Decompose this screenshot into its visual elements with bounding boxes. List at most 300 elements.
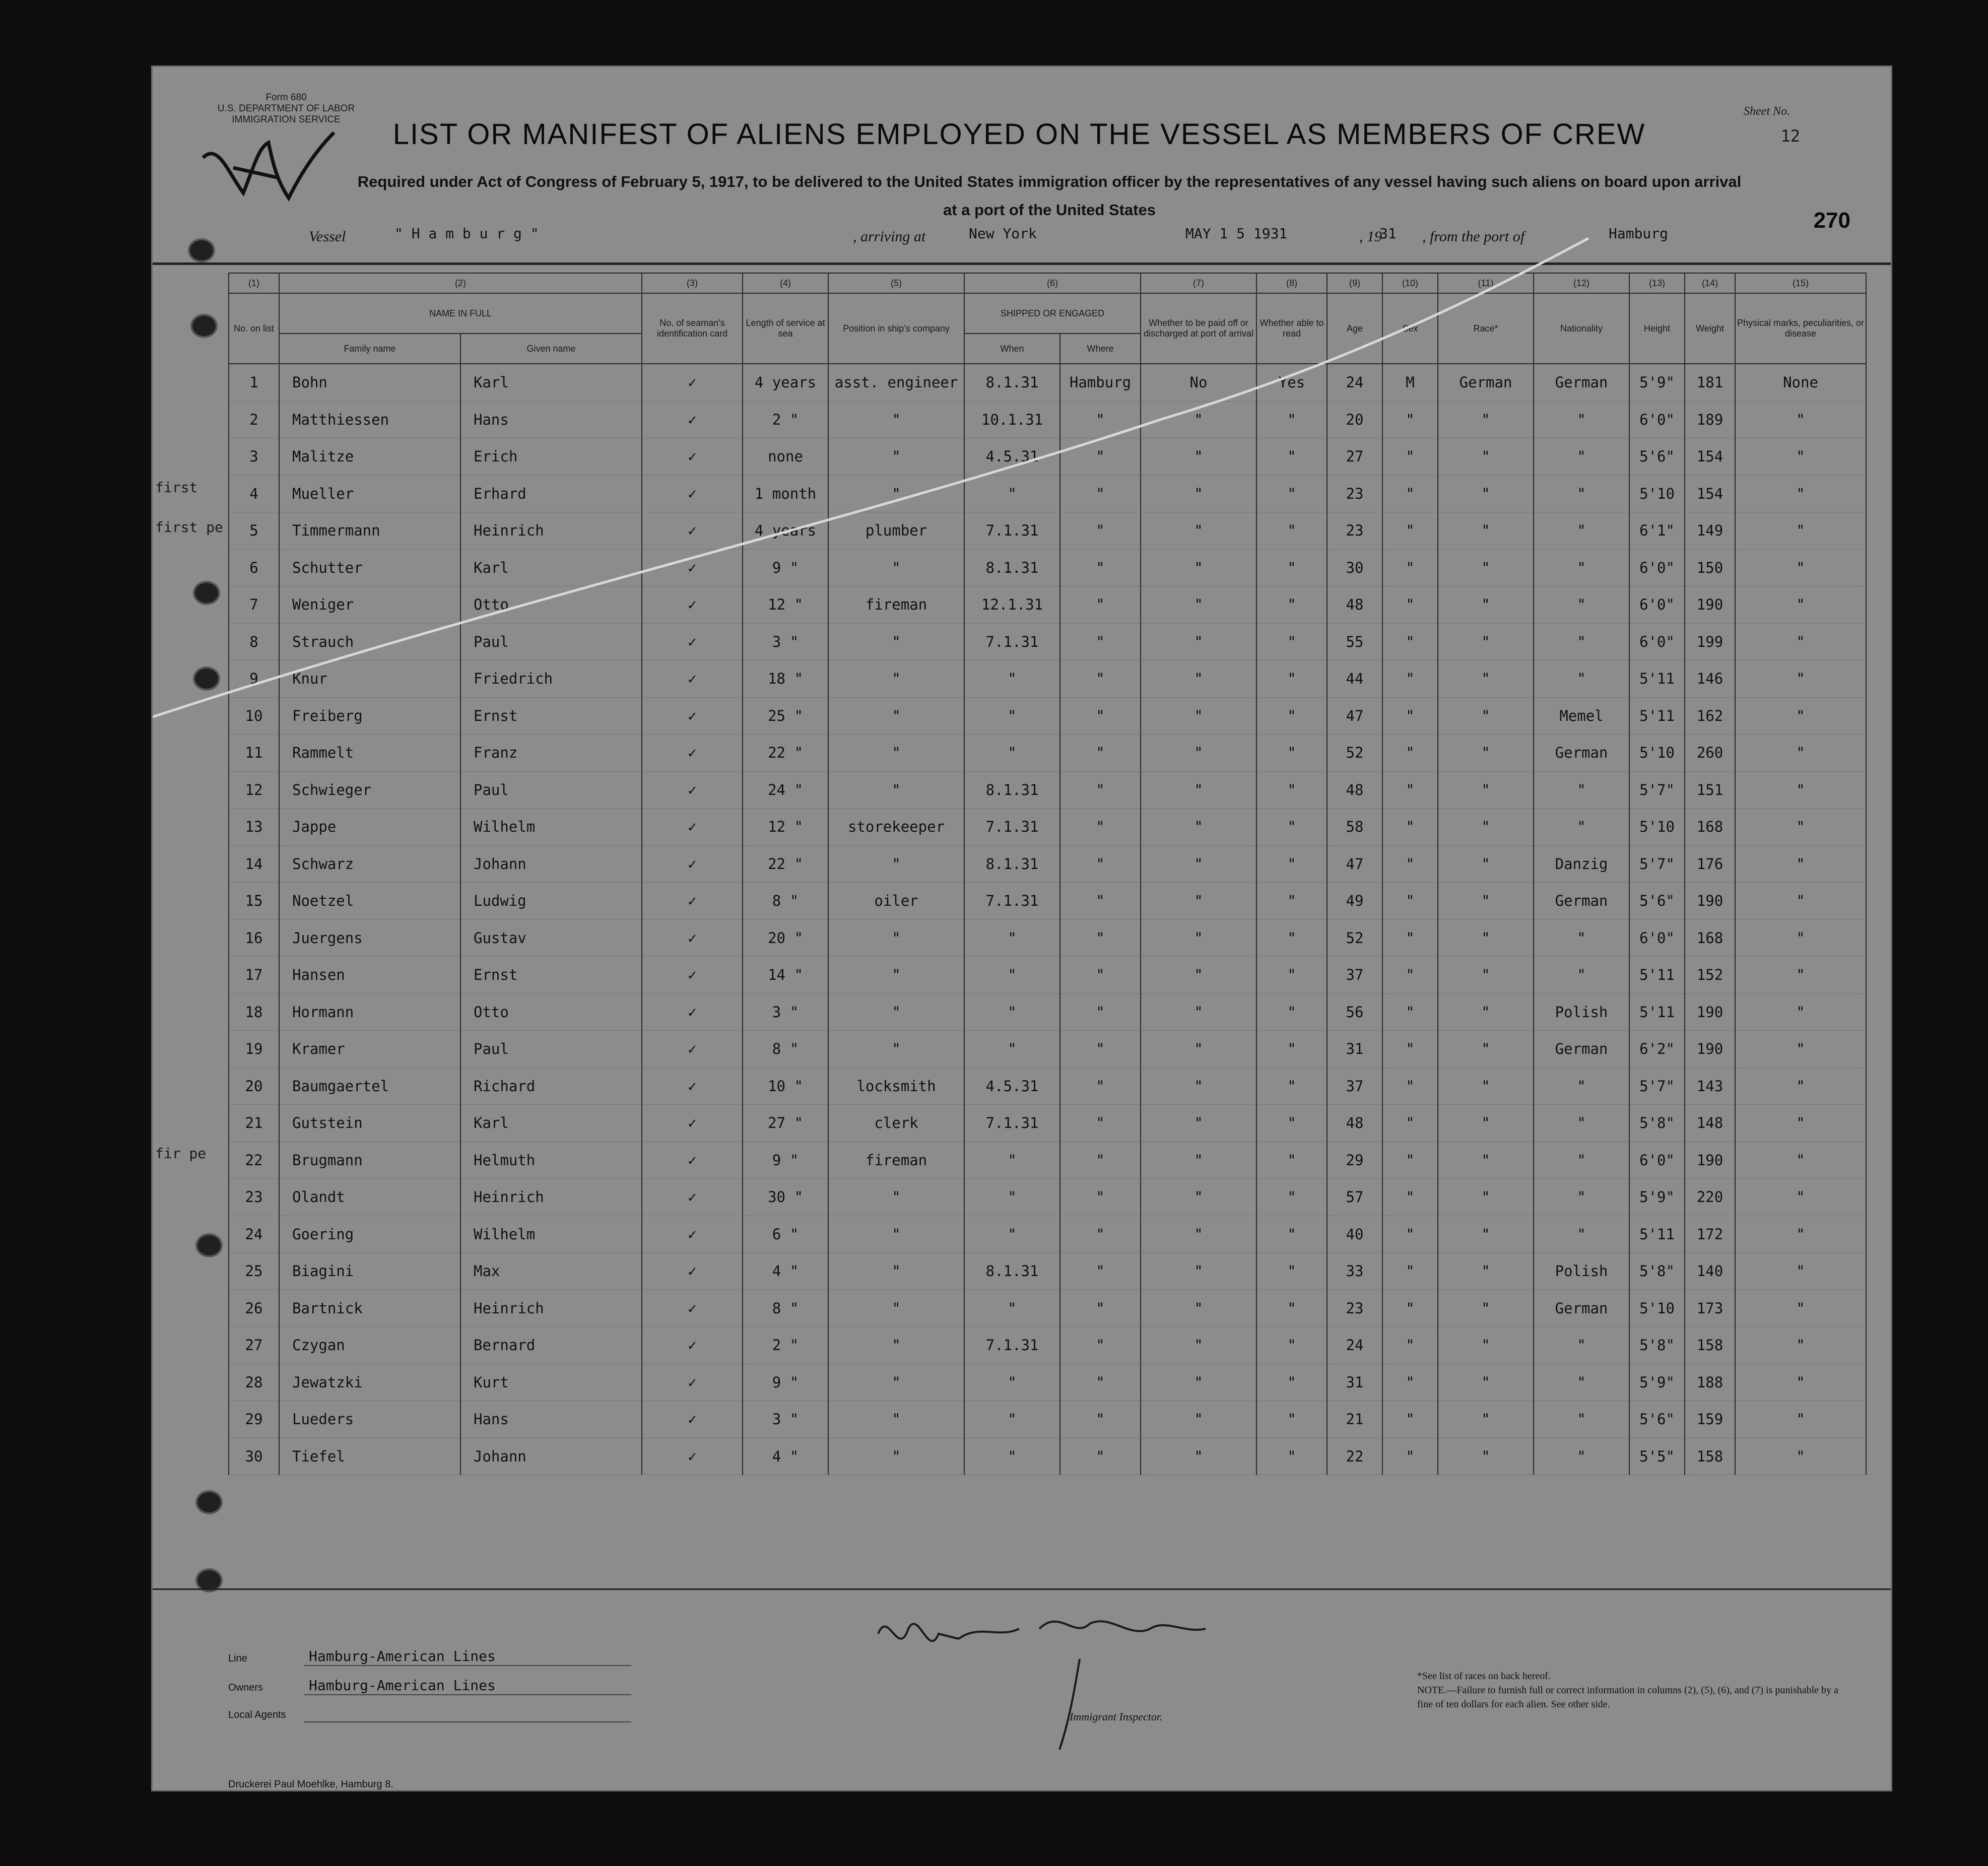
length-of-service: 1 month: [743, 475, 828, 512]
race: ": [1438, 1216, 1534, 1253]
able-to-read: ": [1256, 1290, 1327, 1327]
row-number: 13: [229, 809, 279, 846]
punch-hole: [195, 1233, 223, 1257]
shipped-where: ": [1060, 660, 1141, 698]
race: ": [1438, 1068, 1534, 1105]
id-card-check: ✓: [642, 512, 743, 550]
length-of-service: 25 ": [743, 697, 828, 735]
able-to-read: ": [1256, 475, 1327, 512]
physical-marks: ": [1735, 401, 1866, 438]
race: ": [1438, 735, 1534, 772]
shipped-where: ": [1060, 512, 1141, 550]
id-card-check: ✓: [642, 438, 743, 476]
header-weight: Weight: [1685, 293, 1735, 364]
age: 48: [1327, 586, 1382, 624]
length-of-service: 20 ": [743, 919, 828, 957]
shipped-where: ": [1060, 1031, 1141, 1068]
family-name: Jappe: [279, 809, 460, 846]
id-card-check: ✓: [642, 1179, 743, 1216]
header-able-read: Whether able to read: [1256, 293, 1327, 364]
paid-off: ": [1141, 401, 1256, 438]
col-num-9: (9): [1327, 273, 1382, 293]
owners-underline: [304, 1694, 631, 1695]
length-of-service: none: [743, 438, 828, 476]
table-row: [229, 1031, 1866, 1068]
table-row: [229, 1327, 1866, 1364]
family-name: Timmermann: [279, 512, 460, 550]
shipped-when: ": [964, 475, 1060, 512]
weight: 154: [1685, 475, 1735, 512]
id-card-check: ✓: [642, 586, 743, 624]
table-row: [229, 809, 1866, 846]
paid-off: ": [1141, 512, 1256, 550]
height: 6'1": [1629, 512, 1685, 550]
shipped-where: ": [1060, 586, 1141, 624]
shipped-when: 7.1.31: [964, 1327, 1060, 1364]
physical-marks: ": [1735, 660, 1866, 698]
row-number: 20: [229, 1068, 279, 1105]
id-card-check: ✓: [642, 1068, 743, 1105]
age: 24: [1327, 1327, 1382, 1364]
row-number: 30: [229, 1438, 279, 1475]
given-name: Helmuth: [460, 1142, 642, 1179]
shipped-where: ": [1060, 1327, 1141, 1364]
position: plumber: [828, 512, 964, 550]
weight: 158: [1685, 1438, 1735, 1475]
race: ": [1438, 438, 1534, 476]
length-of-service: 4 years: [743, 364, 828, 401]
id-card-check: ✓: [642, 1253, 743, 1290]
height: 5'6": [1629, 438, 1685, 476]
length-of-service: 14 ": [743, 957, 828, 994]
shipped-where: ": [1060, 1438, 1141, 1475]
position: ": [828, 697, 964, 735]
punch-hole: [188, 238, 215, 262]
table-row: [229, 919, 1866, 957]
col-num-11: (11): [1438, 273, 1534, 293]
col-num-5: (5): [828, 273, 964, 293]
shipped-when: 4.5.31: [964, 1068, 1060, 1105]
header-when: When: [964, 334, 1060, 364]
shipped-where: ": [1060, 1105, 1141, 1142]
penalty-note: NOTE.—Failure to furnish full or correct information in columns (2), (5), (6), and (7) is punishable by a fine of ten dollars for each alien. See other side.: [1417, 1685, 1838, 1710]
height: 6'0": [1629, 919, 1685, 957]
id-card-check: ✓: [642, 735, 743, 772]
length-of-service: 22 ": [743, 845, 828, 883]
sex: ": [1382, 957, 1438, 994]
weight: 190: [1685, 586, 1735, 624]
position: ": [828, 771, 964, 809]
col-num-12: (12): [1534, 273, 1629, 293]
table-row: [229, 1364, 1866, 1401]
age: 49: [1327, 883, 1382, 920]
physical-marks: ": [1735, 1179, 1866, 1216]
shipped-where: ": [1060, 1253, 1141, 1290]
row-number: 3: [229, 438, 279, 476]
race: ": [1438, 957, 1534, 994]
vessel-label: Vessel: [309, 228, 346, 245]
nationality: German: [1534, 1290, 1629, 1327]
nationality: ": [1534, 438, 1629, 476]
shipped-when: ": [964, 1142, 1060, 1179]
owners-value: Hamburg-American Lines: [309, 1677, 496, 1694]
weight: 162: [1685, 697, 1735, 735]
weight: 181: [1685, 364, 1735, 401]
row-number: 7: [229, 586, 279, 624]
physical-marks: ": [1735, 586, 1866, 624]
height: 5'7": [1629, 845, 1685, 883]
shipped-when: ": [964, 660, 1060, 698]
sex: ": [1382, 809, 1438, 846]
age: 40: [1327, 1216, 1382, 1253]
length-of-service: 3 ": [743, 993, 828, 1031]
footer-rule: [153, 1588, 1891, 1590]
id-card-check: ✓: [642, 1031, 743, 1068]
nationality: ": [1534, 586, 1629, 624]
shipped-where: ": [1060, 993, 1141, 1031]
given-name: Ludwig: [460, 883, 642, 920]
position: ": [828, 1179, 964, 1216]
length-of-service: 9 ": [743, 549, 828, 586]
punch-hole: [193, 667, 220, 691]
paid-off: ": [1141, 809, 1256, 846]
height: 5'11: [1629, 1216, 1685, 1253]
weight: 159: [1685, 1401, 1735, 1438]
family-name: Juergens: [279, 919, 460, 957]
nationality: ": [1534, 771, 1629, 809]
id-card-check: ✓: [642, 771, 743, 809]
shipped-when: 10.1.31: [964, 401, 1060, 438]
given-name: Max: [460, 1253, 642, 1290]
able-to-read: ": [1256, 1327, 1327, 1364]
physical-marks: ": [1735, 809, 1866, 846]
col-num-3: (3): [642, 273, 743, 293]
able-to-read: ": [1256, 1364, 1327, 1401]
paid-off: ": [1141, 1142, 1256, 1179]
able-to-read: ": [1256, 735, 1327, 772]
nationality: German: [1534, 364, 1629, 401]
shipped-when: ": [964, 735, 1060, 772]
physical-marks: ": [1735, 512, 1866, 550]
physical-marks: ": [1735, 623, 1866, 660]
race: ": [1438, 623, 1534, 660]
position: ": [828, 845, 964, 883]
length-of-service: 10 ": [743, 1068, 828, 1105]
header-no-on-list: No. on list: [229, 293, 279, 364]
service-name: IMMIGRATION SERVICE: [232, 114, 341, 125]
position: ": [828, 1401, 964, 1438]
height: 5'10: [1629, 735, 1685, 772]
height: 5'6": [1629, 1401, 1685, 1438]
id-card-check: ✓: [642, 845, 743, 883]
position: ": [828, 1253, 964, 1290]
row-number: 15: [229, 883, 279, 920]
nationality: ": [1534, 549, 1629, 586]
paid-off: ": [1141, 993, 1256, 1031]
shipped-where: ": [1060, 883, 1141, 920]
able-to-read: ": [1256, 697, 1327, 735]
header-position: Position in ship's company: [828, 293, 964, 364]
weight: 158: [1685, 1327, 1735, 1364]
nationality: ": [1534, 1142, 1629, 1179]
nationality: ": [1534, 475, 1629, 512]
shipped-when: ": [964, 1216, 1060, 1253]
able-to-read: ": [1256, 660, 1327, 698]
header-race: Race*: [1438, 293, 1534, 364]
physical-marks: ": [1735, 697, 1866, 735]
header-paid-off: Whether to be paid off or discharged at port of arrival: [1141, 293, 1256, 364]
sex: ": [1382, 1142, 1438, 1179]
position: ": [828, 1290, 964, 1327]
race: ": [1438, 1142, 1534, 1179]
physical-marks: ": [1735, 1216, 1866, 1253]
nationality: ": [1534, 1364, 1629, 1401]
family-name: Strauch: [279, 623, 460, 660]
shipped-where: ": [1060, 1401, 1141, 1438]
sex: ": [1382, 401, 1438, 438]
position: ": [828, 993, 964, 1031]
age: 52: [1327, 919, 1382, 957]
position: ": [828, 401, 964, 438]
age: 29: [1327, 1142, 1382, 1179]
able-to-read: ": [1256, 401, 1327, 438]
id-card-check: ✓: [642, 1401, 743, 1438]
age: 44: [1327, 660, 1382, 698]
shipped-where: ": [1060, 957, 1141, 994]
age: 37: [1327, 1068, 1382, 1105]
nationality: Polish: [1534, 1253, 1629, 1290]
given-name: Erich: [460, 438, 642, 476]
race: ": [1438, 1364, 1534, 1401]
shipped-where: ": [1060, 1290, 1141, 1327]
height: 5'7": [1629, 1068, 1685, 1105]
given-name: Hans: [460, 1401, 642, 1438]
given-name: Ernst: [460, 957, 642, 994]
row-number: 6: [229, 549, 279, 586]
sex: ": [1382, 845, 1438, 883]
position: fireman: [828, 1142, 964, 1179]
physical-marks: ": [1735, 1364, 1866, 1401]
line-label: Line: [228, 1653, 247, 1664]
paid-off: ": [1141, 1105, 1256, 1142]
paid-off: ": [1141, 1364, 1256, 1401]
able-to-read: ": [1256, 1438, 1327, 1475]
race: ": [1438, 809, 1534, 846]
family-name: Noetzel: [279, 883, 460, 920]
length-of-service: 6 ": [743, 1216, 828, 1253]
family-name: Kramer: [279, 1031, 460, 1068]
col-num-6: (6): [964, 273, 1141, 293]
form-number: Form 680: [266, 92, 307, 103]
able-to-read: ": [1256, 845, 1327, 883]
position: ": [828, 1216, 964, 1253]
age: 52: [1327, 735, 1382, 772]
shipped-where: ": [1060, 438, 1141, 476]
paid-off: ": [1141, 1253, 1256, 1290]
nationality: ": [1534, 660, 1629, 698]
able-to-read: ": [1256, 1068, 1327, 1105]
id-card-check: ✓: [642, 1364, 743, 1401]
family-name: Brugmann: [279, 1142, 460, 1179]
shipped-when: ": [964, 919, 1060, 957]
sex: ": [1382, 697, 1438, 735]
race: ": [1438, 1327, 1534, 1364]
shipped-where: ": [1060, 771, 1141, 809]
nationality: ": [1534, 1438, 1629, 1475]
shipped-when: 8.1.31: [964, 771, 1060, 809]
height: 5'8": [1629, 1253, 1685, 1290]
row-number: 1: [229, 364, 279, 401]
given-name: Friedrich: [460, 660, 642, 698]
shipped-where: ": [1060, 1216, 1141, 1253]
age: 57: [1327, 1179, 1382, 1216]
nationality: ": [1534, 623, 1629, 660]
given-name: Wilhelm: [460, 1216, 642, 1253]
row-number: 2: [229, 401, 279, 438]
race: ": [1438, 512, 1534, 550]
able-to-read: ": [1256, 1031, 1327, 1068]
table-row: [229, 1105, 1866, 1142]
paid-off: ": [1141, 1401, 1256, 1438]
position: fireman: [828, 586, 964, 624]
race: ": [1438, 549, 1534, 586]
id-card-check: ✓: [642, 623, 743, 660]
paid-off: ": [1141, 586, 1256, 624]
subtitle-line-2: at a port of the United States: [943, 201, 1156, 219]
row-number: 11: [229, 735, 279, 772]
length-of-service: 24 ": [743, 771, 828, 809]
nationality: ": [1534, 1216, 1629, 1253]
table-row: [229, 771, 1866, 809]
able-to-read: ": [1256, 883, 1327, 920]
physical-marks: ": [1735, 735, 1866, 772]
shipped-when: 7.1.31: [964, 809, 1060, 846]
length-of-service: 8 ": [743, 883, 828, 920]
age: 47: [1327, 845, 1382, 883]
able-to-read: ": [1256, 919, 1327, 957]
margin-note: first: [155, 479, 198, 496]
position: oiler: [828, 883, 964, 920]
race: ": [1438, 1031, 1534, 1068]
id-card-check: ✓: [642, 660, 743, 698]
id-card-check: ✓: [642, 401, 743, 438]
age: 27: [1327, 438, 1382, 476]
row-number: 10: [229, 697, 279, 735]
sex: ": [1382, 1068, 1438, 1105]
punch-hole: [193, 581, 220, 605]
position: storekeeper: [828, 809, 964, 846]
col-num-8: (8): [1256, 273, 1327, 293]
age: 37: [1327, 957, 1382, 994]
sex: ": [1382, 438, 1438, 476]
shipped-when: 8.1.31: [964, 364, 1060, 401]
sex: ": [1382, 1105, 1438, 1142]
length-of-service: 3 ": [743, 1401, 828, 1438]
height: 5'11: [1629, 957, 1685, 994]
table-row: [229, 401, 1866, 438]
shipped-when: 7.1.31: [964, 1105, 1060, 1142]
vessel-line: [309, 225, 1770, 251]
shipped-where: ": [1060, 1179, 1141, 1216]
height: 6'0": [1629, 401, 1685, 438]
sex: ": [1382, 919, 1438, 957]
sex: ": [1382, 993, 1438, 1031]
height: 6'0": [1629, 623, 1685, 660]
shipped-where: ": [1060, 475, 1141, 512]
header-id-card: No. of seaman's identification card: [642, 293, 743, 364]
paid-off: ": [1141, 438, 1256, 476]
nationality: ": [1534, 401, 1629, 438]
physical-marks: ": [1735, 1105, 1866, 1142]
able-to-read: ": [1256, 993, 1327, 1031]
weight: 149: [1685, 512, 1735, 550]
agents-underline: [304, 1721, 631, 1722]
row-number: 22: [229, 1142, 279, 1179]
physical-marks: ": [1735, 771, 1866, 809]
header-where: Where: [1060, 334, 1141, 364]
length-of-service: 4 ": [743, 1438, 828, 1475]
position: ": [828, 957, 964, 994]
col-num-2: (2): [279, 273, 642, 293]
margin-note: fir pe: [155, 1145, 207, 1162]
family-name: Mueller: [279, 475, 460, 512]
family-name: Tiefel: [279, 1438, 460, 1475]
position: asst. engineer: [828, 364, 964, 401]
length-of-service: 4 years: [743, 512, 828, 550]
nationality: ": [1534, 1179, 1629, 1216]
age: 31: [1327, 1364, 1382, 1401]
able-to-read: ": [1256, 1216, 1327, 1253]
able-to-read: ": [1256, 1179, 1327, 1216]
length-of-service: 22 ": [743, 735, 828, 772]
given-name: Karl: [460, 364, 642, 401]
able-to-read: ": [1256, 438, 1327, 476]
crew-manifest-table: [228, 273, 1867, 1475]
form-number-block: [211, 92, 362, 125]
paid-off: ": [1141, 1031, 1256, 1068]
printer-imprint: Druckerei Paul Moehlke, Hamburg 8.: [228, 1779, 393, 1790]
age: 30: [1327, 549, 1382, 586]
col-num-10: (10): [1382, 273, 1438, 293]
nationality: ": [1534, 1401, 1629, 1438]
position: ": [828, 1327, 964, 1364]
family-name: Matthiessen: [279, 401, 460, 438]
row-number: 21: [229, 1105, 279, 1142]
able-to-read: ": [1256, 549, 1327, 586]
weight: 190: [1685, 883, 1735, 920]
family-name: Malitze: [279, 438, 460, 476]
col-num-13: (13): [1629, 273, 1685, 293]
weight: 146: [1685, 660, 1735, 698]
weight: 152: [1685, 957, 1735, 994]
header-sex: Sex: [1382, 293, 1438, 364]
sheet-number-value: 12: [1780, 126, 1800, 146]
nationality: German: [1534, 735, 1629, 772]
row-number: 4: [229, 475, 279, 512]
shipped-when: 8.1.31: [964, 845, 1060, 883]
shipped-when: 7.1.31: [964, 883, 1060, 920]
length-of-service: 12 ": [743, 586, 828, 624]
shipped-when: ": [964, 1179, 1060, 1216]
height: 6'0": [1629, 1142, 1685, 1179]
table-row: [229, 438, 1866, 476]
family-name: Weniger: [279, 586, 460, 624]
given-name: Wilhelm: [460, 809, 642, 846]
length-of-service: 8 ": [743, 1290, 828, 1327]
able-to-read: ": [1256, 1142, 1327, 1179]
shipped-when: ": [964, 957, 1060, 994]
age: 21: [1327, 1401, 1382, 1438]
